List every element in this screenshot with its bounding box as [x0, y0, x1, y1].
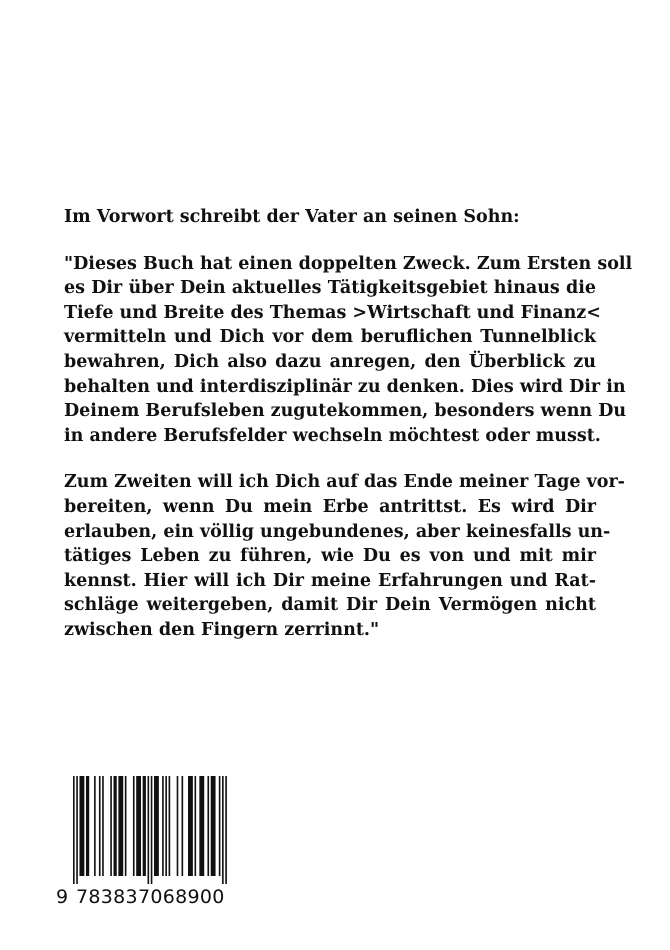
paragraph-1-line: behalten und interdisziplinär zu denken. Dies wird Dir in [64, 376, 626, 397]
barcode-bar [177, 776, 179, 876]
barcode-bar [154, 776, 159, 876]
paragraph-2-line: zwischen den Fingern zerrinnt." [64, 619, 380, 640]
paragraph-1-line: es Dir über Dein aktuelles Tätigkeitsgebiet hinaus die [64, 278, 596, 299]
paragraph-1-line: Deinem Berufsleben zugutekommen, besonders wenn Du [64, 401, 627, 422]
paragraph-2-line: tätiges Leben zu führen, wie Du es von und mit mir [64, 546, 596, 567]
isbn-digits: 783837068900 [76, 886, 225, 908]
paragraph-1-line: bewahren, Dich also dazu anregen, den Überblick zu [64, 351, 596, 372]
barcode-guard-bar [76, 776, 78, 884]
barcode-bar [211, 776, 216, 876]
barcode-guard-bar [148, 776, 150, 884]
isbn-number [56, 884, 234, 910]
paragraph-2-line: erlauben, ein völlig ungebundenes, aber keinesfalls un- [64, 521, 611, 542]
barcode-guard-bar [222, 776, 224, 884]
barcode-bars [56, 776, 234, 884]
barcode-bar [86, 776, 89, 876]
paragraph-2-line: Zum Zweiten will ich Dich auf das Ende meiner Tage vor- [64, 472, 625, 493]
paragraph-2-line: schläge weitergeben, damit Dir Dein Vermögen nicht [64, 595, 596, 616]
isbn-barcode [56, 776, 234, 911]
barcode-bar [188, 776, 193, 876]
barcode-bar [199, 776, 204, 876]
barcode-bar [162, 776, 164, 876]
barcode-bar [143, 776, 146, 876]
barcode-bar [219, 776, 221, 876]
barcode-bar [114, 776, 117, 876]
barcode-bar [125, 776, 127, 876]
foreword-text-block [64, 205, 633, 665]
barcode-bar [118, 776, 123, 876]
paragraph-1-line: in andere Berufsfelder wechseln möchtest oder musst. [64, 425, 601, 446]
paragraph-1-line: Tiefe und Breite des Themas >Wirtschaft und Finanz< [64, 302, 601, 323]
barcode-bar [195, 776, 197, 876]
paragraph-1 [64, 252, 633, 449]
barcode-guard-bar [151, 776, 153, 884]
paragraph-1-line: vermitteln und Dich vor dem beruflichen Tunnelblick [64, 327, 596, 348]
barcode-bar [94, 776, 96, 876]
barcode-bar [99, 776, 101, 876]
barcode-bar [165, 776, 167, 876]
paragraph-2-line: bereiten, wenn Du mein Erbe antrittst. Es wird Dir [64, 496, 596, 517]
intro-line: Im Vorwort schreibt der Vater an seinen Sohn: [64, 207, 520, 227]
barcode-bar [102, 776, 104, 876]
barcode-bar [169, 776, 171, 876]
barcode-bar [133, 776, 135, 876]
barcode-guard-bar [73, 776, 75, 884]
paragraph-1-line: "Dieses Buch hat einen doppelten Zweck. Zum Ersten soll [64, 253, 633, 274]
barcode-bar [79, 776, 84, 876]
barcode-guard-bar [225, 776, 227, 884]
paragraph-2 [64, 470, 625, 642]
barcode-bar [207, 776, 209, 876]
barcode-bar [136, 776, 141, 876]
paragraph-2-line: kennst. Hier will ich Dir meine Erfahrungen und Rat- [64, 570, 596, 591]
barcode-bar [110, 776, 112, 876]
isbn-first-digit: 9 [56, 886, 69, 908]
barcode-bar [182, 776, 184, 876]
